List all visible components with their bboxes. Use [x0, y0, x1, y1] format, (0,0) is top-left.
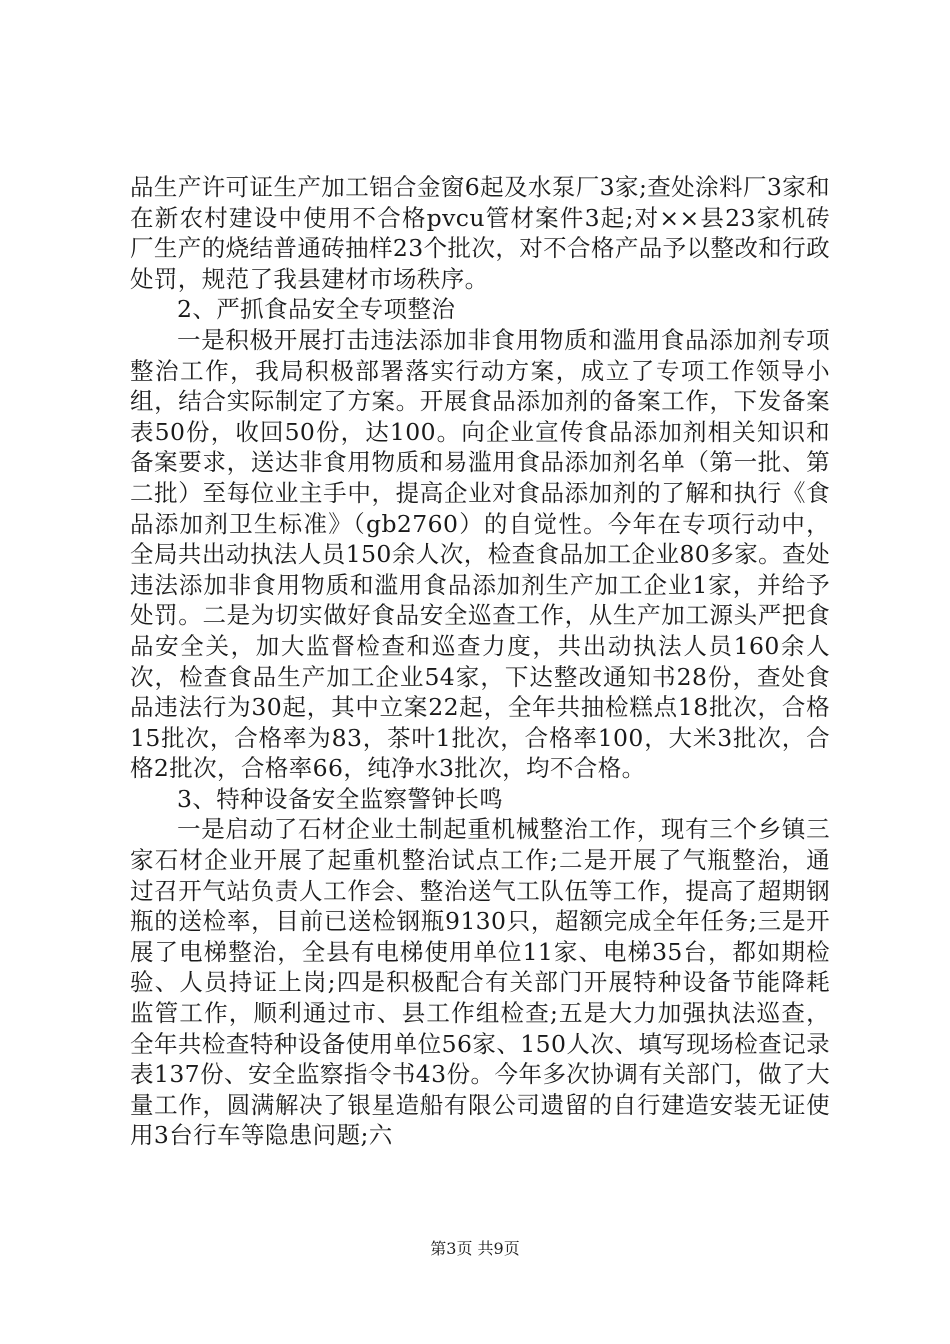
paragraph-continuation: 品生产许可证生产加工铝合金窗6起及水泵厂3家;查处涂料厂3家和在新农村建设中使用不合格pvcu管材案件3起;对××县23家机砖厂生产的烧结普通砖抽样23个批次，对不合格产品予以整改和行政处罚，规范了我县建材市场秩序。 [130, 173, 830, 293]
document-body [130, 172, 830, 1151]
paragraph-special-equipment: 一是启动了石材企业土制起重机械整治工作，现有三个乡镇三家石材企业开展了起重机整治试点工作;二是开展了气瓶整治，通过召开气站负责人工作会、整治送气工队伍等工作，提高了超期钢瓶的送检率，目前已送检钢瓶9130只，超额完成全年任务;三是开展了电梯整治，全县有电梯使用单位11家、电梯35台，都如期检验、人员持证上岗;四是积极配合有关部门开展特种设备节能降耗监管工作，顺利通过市、县工作组检查;五是大力加强执法巡查，全年共检查特种设备使用单位56家、150人次、填写现场检查记录表137份、安全监察指令书43份。今年多次协调有关部门，做了大量工作，圆满解决了银星造船有限公司遗留的自行建造安装无证使用3台行车等隐患问题;六 [130, 815, 830, 1150]
paragraph-food-safety: 一是积极开展打击违法添加非食用物质和滥用食品添加剂专项整治工作，我局积极部署落实行动方案，成立了专项工作领导小组，结合实际制定了方案。开展食品添加剂的备案工作，下发备案表50份，收回50份，达100。向企业宣传食品添加剂相关知识和备案要求，送达非食用物质和易滥用食品添加剂名单（第一批、第二批）至每位业主手中，提高企业对食品添加剂的了解和执行《食品添加剂卫生标准》（gb2760）的自觉性。今年在专项行动中，全局共出动执法人员150余人次，检查食品加工企业80多家。查处违法添加非食用物质和滥用食品添加剂生产加工企业1家，并给予处罚。二是为切实做好食品安全巡查工作，从生产加工源头严把食品安全关，加大监督检查和巡查力度，共出动执法人员160余人次，检查食品生产加工企业54家，下达整改通知书28份，查处食品违法行为30起，其中立案22起，全年共抽检糕点18批次，合格15批次，合格率为83，茶叶1批次，合格率100，大米3批次，合格2批次，合格率66，纯净水3批次，均不合格。 [130, 325, 830, 783]
section-heading-food-safety: 2、严抓食品安全专项整治 [177, 295, 456, 324]
page-footer: 第3页 共9页 [430, 1239, 520, 1258]
section-heading-special-equipment: 3、特种设备安全监察警钟长鸣 [177, 784, 504, 813]
